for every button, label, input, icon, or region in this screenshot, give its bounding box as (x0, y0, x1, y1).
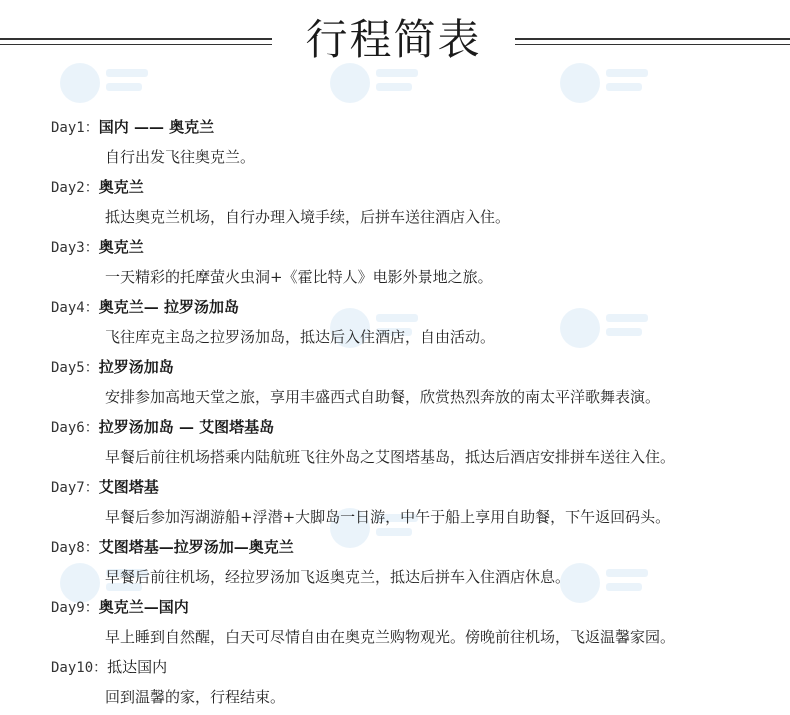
day-label: Day10： (51, 660, 108, 676)
itinerary-day (51, 172, 781, 232)
day-description: 一天精彩的托摩萤火虫洞+《霍比特人》电影外景地之旅。 (105, 268, 493, 286)
header-rule-right (515, 38, 790, 46)
page-header (0, 0, 790, 88)
itinerary-day (51, 292, 781, 352)
day-description: 安排参加高地天堂之旅，享用丰盛西式自助餐，欣赏热烈奔放的南太平洋歌舞表演。 (105, 388, 661, 406)
day-label: Day5： (51, 360, 99, 376)
day-title: 奥克兰—国内 (98, 598, 189, 616)
day-title: 奥克兰— 拉罗汤加岛 (98, 298, 239, 316)
day-title: 艾图塔基—拉罗汤加—奥克兰 (98, 538, 294, 556)
itinerary-day (51, 532, 781, 592)
day-label: Day9： (51, 600, 99, 616)
day-label: Day8： (51, 540, 99, 556)
day-title: 奥克兰 (98, 238, 144, 256)
itinerary-list (51, 112, 781, 712)
day-description: 早餐后前往机场，经拉罗汤加飞返奥克兰，抵达后拼车入住酒店休息。 (105, 568, 571, 586)
day-title: 奥克兰 (98, 178, 144, 196)
day-description: 飞往库克主岛之拉罗汤加岛，抵达后入住酒店，自由活动。 (105, 328, 496, 346)
day-label: Day3： (51, 240, 99, 256)
itinerary-day (51, 652, 781, 712)
day-description: 早餐后前往机场搭乘内陆航班飞往外岛之艾图塔基岛，抵达后酒店安排拼车送往入住。 (105, 448, 676, 466)
itinerary-day (51, 472, 781, 532)
day-label: Day7： (51, 480, 99, 496)
day-label: Day2： (51, 180, 99, 196)
day-title: 拉罗汤加岛 (98, 358, 174, 376)
itinerary-day (51, 352, 781, 412)
day-title: 抵达国内 (107, 658, 168, 676)
day-description: 早上睡到自然醒，白天可尽情自由在奥克兰购物观光。傍晚前往机场，飞返温馨家园。 (105, 628, 676, 646)
day-description: 抵达奥克兰机场，自行办理入境手续，后拼车送往酒店入住。 (105, 208, 511, 226)
itinerary-day (51, 592, 781, 652)
day-title: 国内 —— 奥克兰 (98, 118, 215, 136)
day-description: 自行出发飞往奥克兰。 (105, 148, 256, 166)
page-title: 行程简表 (305, 15, 482, 64)
day-description: 回到温馨的家，行程结束。 (105, 688, 286, 706)
day-description: 早餐后参加泻湖游船+浮潜+大脚岛一日游，中午于船上享用自助餐，下午返回码头。 (105, 508, 671, 526)
itinerary-day (51, 232, 781, 292)
day-label: Day1： (51, 120, 99, 136)
itinerary-day (51, 412, 781, 472)
day-label: Day4： (51, 300, 99, 316)
day-title: 拉罗汤加岛 — 艾图塔基岛 (98, 418, 275, 436)
day-label: Day6： (51, 420, 99, 436)
itinerary-day (51, 112, 781, 172)
header-rule-left (0, 38, 272, 46)
day-title: 艾图塔基 (98, 478, 159, 496)
